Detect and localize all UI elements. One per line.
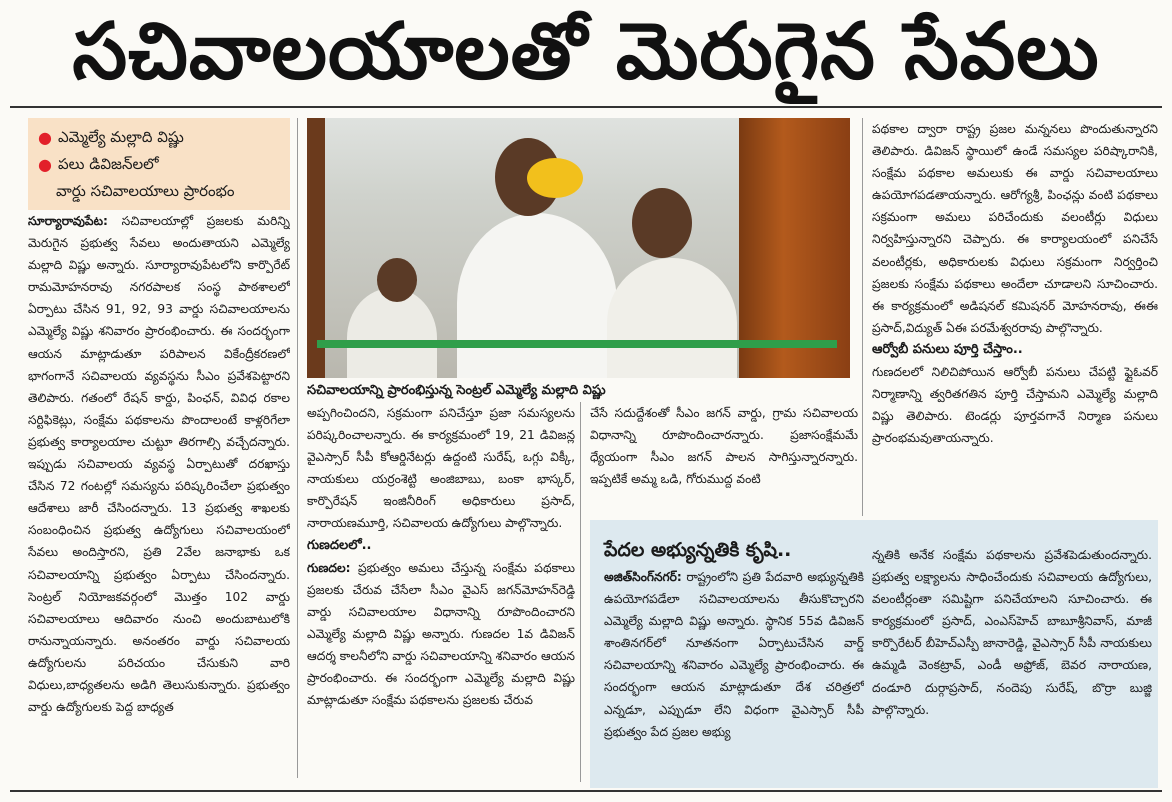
article-body: సచివాలయాల్లో ప్రజలకు మరిన్ని మెరుగైన ప్రభుత్వ సేవలు అందుతాయని ఎమ్మెల్యే మల్లాది విష్ణు అన్నారు. సూర్యారావుపేటలోని కార్పొరేట్ రామమోహనరావు నగరపాలక సంస్థ పాఠశాలలో ఏర్పాటు చేసిన 91, 92, 93 వార్డు సచివాలయాలను ఎమ్మెల్యే విష్ణు శనివారం ప్రారంభించారు. ఈ సందర్భంగా ఆయన మాట్లాడుతూ పరిపాలన వికేంద్రీకరణలో భాగంగానే సచివాలయ వ్యవస్థను సీఎం ప్రవేశపెట్టారని తెలిపారు. గతంలో రేషన్ కార్డు, పింఛన్, వివిధ రకాల సర్టిఫికెట్లు, సంక్షేమ పథకాలను పొందాలంటే కాళ్లరిగేలా ప్రభుత్వ కార్యాలయాల చుట్టూ తిరగాల్సి వచ్చేదన్నారు. ఇప్పుడు సచివాలయ వ్యవస్థ ఏర్పాటుతో దరఖాస్తు చేసిన 72 గంటల్లో సమస్యను పరిష్కరించేలా ప్రభుత్వం ఆదేశాలు జారీ చేసిందన్నారు. 13 ప్రభుత్వ శాఖలకు సంబంధించిన ప్రభుత్వ ఉద్యోగులు సచివాలయంలో సేవలు అందిస్తారని, ప్రతి 2వేల జనాభాకు ఒక సచివాలయాన్ని ప్రభుత్వం ఏర్పాటు చేసిందన్నారు. సెంట్రల్ నియోజకవర్గంలో మొత్తం 102 వార్డు సచివాలయాలు ఆదివారం నుంచి అందుబాటులోకి రానున్నాయన్నారు. అనంతరం వార్డు సచివాలయ ఉద్యోగులను పరిచయం చేసుకుని వారి విధులు,బాధ్యతలను అడిగి తెలుసుకున్నారు. ప్రభుత్వం వార్డు ఉద్యోగులకు పెద్ద బాధ్యత bbox=[28, 214, 290, 715]
sub-article-title: పేదల అభ్యున్నతికి కృషి.. bbox=[604, 539, 792, 561]
sub-article-column-2 bbox=[872, 544, 1152, 782]
headline: సచివాలయాలతో మెరుగైన సేవలు bbox=[72, 7, 1100, 97]
photo-person-head bbox=[632, 188, 692, 258]
dateline: సూర్యారావుపేట: bbox=[28, 214, 108, 228]
photo-person bbox=[457, 213, 617, 378]
photo-flowers bbox=[527, 158, 583, 198]
photo-caption: సచివాలయాన్ని ప్రారంభిస్తున్న సెంట్రల్ ఎమ్మెల్యే మల్లాది విష్ణు bbox=[307, 383, 606, 398]
highlight-text: ఎమ్మెల్యే మల్లాది విష్ణు bbox=[57, 128, 184, 146]
article-body: గుణదలలో నిలిచిపోయిన ఆర్వోబీ పనులు చేపట్టి ఫ్లైఓవర్ నిర్మాణాన్ని త్వరితగతిన పూర్తి చేస్తామని ఎమ్మెల్యే మల్లాది విష్ణు తెలిపారు. టెండర్లు పూర్తవగానే నిర్మాణ పనులు ప్రారంభమవుతాయన్నారు. bbox=[872, 365, 1158, 446]
photo-door bbox=[739, 118, 850, 378]
photo-person-head bbox=[377, 258, 417, 302]
article-photo bbox=[307, 118, 850, 378]
photo-doorframe bbox=[307, 118, 325, 378]
highlight-text: పలు డివిజన్‌లలో bbox=[57, 155, 159, 173]
article-body: ప్రభుత్వం అమలు చేస్తున్న సంక్షేమ పథకాలు ప్రజలకు చేరువ చేసేలా సీఎం వైఎస్ జగన్‌మోహన్‌రెడ్డి వార్డు సచివాలయాల విధానాన్ని రూపొందించారని ఎమ్మెల్యే మల్లాది విష్ణు అన్నారు. గుణదల 1వ డివిజన్ ఆదర్శ కాలనీలోని వార్డు సచివాలయాన్ని శనివారం ఆయన ప్రారంభించారు. ఈ సందర్భంగా ఎమ్మెల్యే మల్లాది విష్ణు మాట్లాడుతూ సంక్షేమ పథకాలను ప్రజలకు చేరువ bbox=[307, 560, 575, 708]
subheading: గుణదలలో.. bbox=[307, 537, 372, 553]
column-divider bbox=[862, 118, 863, 516]
article-column-1 bbox=[28, 210, 290, 780]
highlight-item bbox=[38, 124, 280, 151]
article-body: చేసే సదుద్దేశంతో సీఎం జగన్ వార్డు, గ్రామ సచివాలయ విధానాన్ని రూపొందించారన్నారు. ప్రజాసంక్షేమమే ధ్యేయంగా సీఎం జగన్ పాలన సాగిస్తున్నారన్నారు. ఇప్పటికే అమ్మ ఒడి, గోరుముద్ద వంటి bbox=[590, 406, 858, 487]
article-column-3 bbox=[590, 402, 858, 514]
article-body: అప్పగించిందని, సక్రమంగా పనిచేస్తూ ప్రజా సమస్యలను పరిష్కరించాలన్నారు. ఈ కార్యక్రమంలో 19, 21 డివిజన్ల వైఎస్సార్ సీపీ కోఆర్డినేటర్లు ఉద్దంటి సురేష్, ఒగ్గు విక్కీ, నాయకులు యర్రంశెట్టి అంజిబాబు, బంకా భాస్కర్, కార్పొరేషన్ ఇంజినీరింగ్ అధికారులు ప్రసాద్, నారాయణమూర్తి, సచివాలయ ఉద్యోగులు పాల్గొన్నారు. bbox=[307, 406, 575, 531]
photo-person bbox=[607, 258, 737, 378]
sub-article-column-1 bbox=[604, 566, 864, 782]
dateline: గుణదల: bbox=[307, 560, 351, 575]
column-divider bbox=[297, 118, 298, 778]
subheading: ఆర్వోబీ పనులు పూర్తి చేస్తాం.. bbox=[872, 341, 1023, 357]
photo-ribbon bbox=[317, 340, 837, 348]
top-rule bbox=[10, 106, 1162, 108]
article-body: న్నతికి అనేక సంక్షేమ పథకాలను ప్రవేశపెడుతుందన్నారు. ప్రభుత్వ లక్ష్యాలను సాధించేందుకు సచివాలయ ఉద్యోగులు, వలంటీర్లంతా సమిష్టిగా పనిచేయాలని సూచించారు. ఈ కార్యక్రమంలో ప్రసాద్, ఎంఎస్‌హెచ్ బాబూశ్రీనివాస్, మాజీ కార్పొరేటర్ బీహెచ్‌ఎస్పీ జానారెడ్డి, వైఎస్సార్ సీపీ నాయకులు ఉమ్మడి వెంకట్రావ్, ఎండీ అఫ్రోజ్, బెవర నారాయణ, దండూరి దుర్గాప్రసాద్, నందెపు సురేష్, బొర్రా బుజ్జి పాల్గొన్నారు. bbox=[872, 548, 1152, 717]
column-divider bbox=[580, 402, 581, 782]
bullet-icon: ● bbox=[38, 155, 52, 174]
article-body: పథకాల ద్వారా రాష్ట్ర ప్రజల మన్ననలు పొందుతున్నారని తెలిపారు. డివిజన్ స్థాయిలో ఉండే సమస్యల పరిష్కారానికి, సంక్షేమ పథకాల అమలుకు ఈ వార్డు సచివాలయాలు ఉపయోగపడతాయన్నారు. ఆరోగ్యశ్రీ, పింఛన్లు వంటి పథకాలు సక్రమంగా అమలు పరిచేందుకు వలంటీర్లు విధులు నిర్వహిస్తున్నారని చెప్పారు. ఈ కార్యాలయంలో పనిచేసే వలంటీర్లకు, అధికారులకు విధులు సక్రమంగా నిర్వర్తించి ప్రజలకు సంక్షేమ పథకాలు అందేలా చూడాలని సూచించారు. ఈ కార్యక్రమంలో అడిషనల్ కమిషనర్ మోహనరావు, ఈఈ ప్రసాద్,విద్యుత్ ఏఈ పరమేశ్వరరావు పాల్గొన్నారు. bbox=[872, 122, 1158, 335]
bottom-rule bbox=[10, 790, 1162, 792]
highlights-box bbox=[28, 118, 290, 210]
highlight-text-continued: వార్డు సచివాలయాలు ప్రారంభం bbox=[56, 182, 235, 200]
article-body: రాష్ట్రంలోని ప్రతి పేదవారి అభ్యున్నతికి ఉపయోగపడేలా సచివాలయాలను తీసుకొచ్చారని ఎమ్మెల్యే మల్లాది విష్ణు అన్నారు. స్థానిక 55వ డివిజన్ శాంతినగర్‌లో నూతనంగా ఏర్పాటుచేసిన వార్డ్ సచివాలయాన్ని శనివారం ఎమ్మెల్యే ప్రారంభించారు. ఈ సందర్భంగా ఆయన మాట్లాడుతూ దేశ చరిత్రలో ఎన్నడూ, ఎప్పుడూ లేని విధంగా వైఎస్సార్ సీపీ ప్రభుత్వం పేద ప్రజల అభ్యు bbox=[604, 570, 864, 739]
bullet-icon: ● bbox=[38, 128, 52, 147]
article-column-2 bbox=[307, 402, 575, 780]
dateline: అజిత్‌సింగ్‌నగర్: bbox=[604, 570, 682, 584]
highlight-item bbox=[38, 151, 280, 178]
article-column-4 bbox=[872, 118, 1158, 514]
